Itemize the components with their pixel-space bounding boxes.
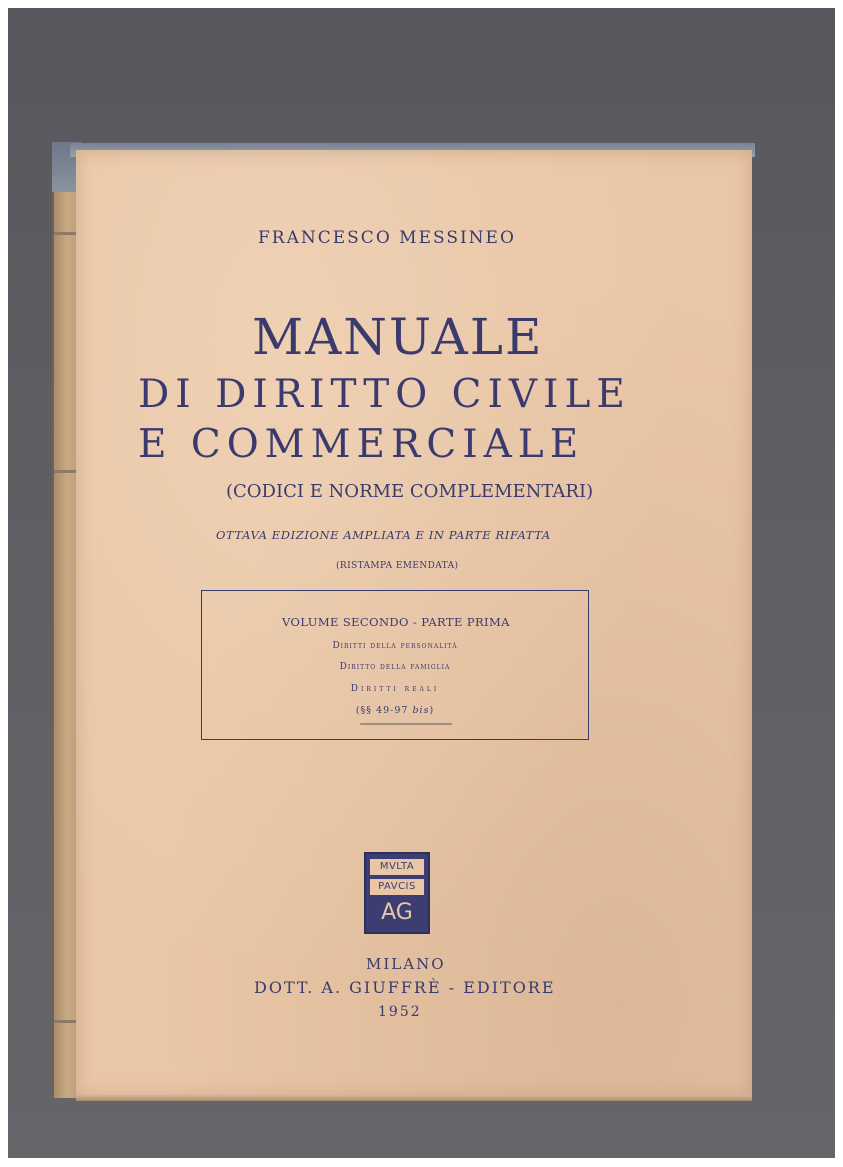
title-main: MANUALE — [252, 308, 544, 366]
publication-year: 1952 — [378, 1004, 422, 1020]
pencil-underline — [360, 723, 452, 725]
volume-box — [201, 590, 589, 740]
sections-close: ) — [429, 705, 435, 716]
volume-topic-1: Diritti della personalità — [332, 641, 458, 651]
sections-range: (§§ 49-97 — [355, 705, 413, 716]
logo-text-2: PAVCIS — [370, 879, 424, 895]
reprint-note: (RISTAMPA EMENDATA) — [336, 561, 459, 571]
volume-heading: VOLUME SECONDO - PARTE PRIMA — [282, 615, 510, 629]
cover-bottom-edge — [76, 1095, 752, 1101]
edition-note: OTTAVA EDIZIONE AMPLIATA E IN PARTE RIFATTA — [216, 528, 551, 542]
title-line-2: DI DIRITTO CIVILE — [138, 372, 631, 417]
logo-initials: AG — [381, 900, 413, 925]
sections-bis: bis — [412, 705, 430, 716]
subtitle: (CODICI E NORME COMPLEMENTARI) — [226, 481, 594, 502]
volume-topic-2: Diritto della famiglia — [339, 662, 451, 672]
publisher-logo — [364, 852, 430, 934]
title-line-3: E COMMERCIALE — [138, 422, 585, 467]
volume-sections — [202, 705, 588, 716]
publication-city: MILANO — [366, 955, 446, 973]
author-name: FRANCESCO MESSINEO — [258, 228, 516, 248]
logo-text-1: MVLTA — [370, 859, 424, 875]
publisher-name: DOTT. A. GIUFFRÈ - EDITORE — [254, 978, 556, 997]
volume-topic-3: Diritti reali — [350, 684, 440, 694]
